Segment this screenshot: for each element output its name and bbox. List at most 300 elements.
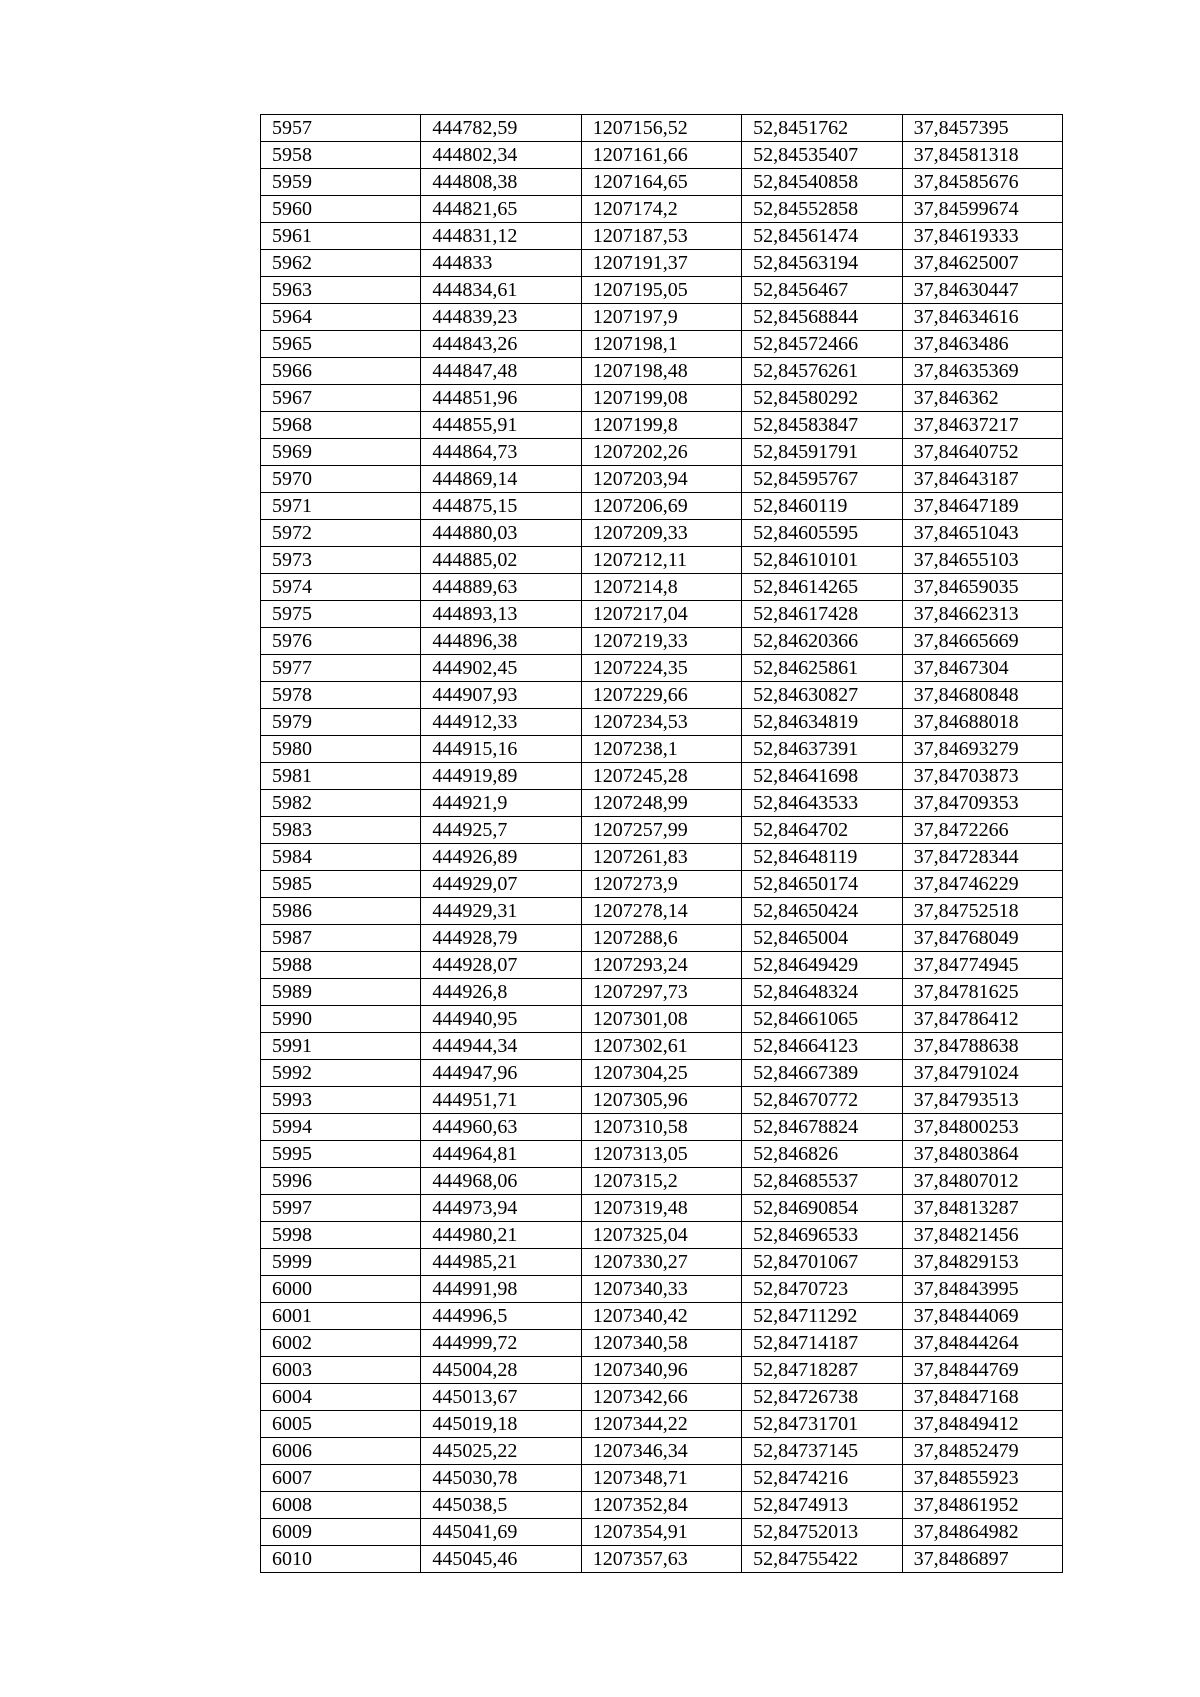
x-coordinate-cell: 444951,71 bbox=[421, 1087, 581, 1114]
point-number-cell: 5971 bbox=[261, 493, 421, 520]
x-coordinate-cell: 444964,81 bbox=[421, 1141, 581, 1168]
latitude-cell: 52,84540858 bbox=[742, 169, 902, 196]
x-coordinate-cell: 444802,34 bbox=[421, 142, 581, 169]
table-row bbox=[261, 1141, 1063, 1168]
latitude-cell: 52,84678824 bbox=[742, 1114, 902, 1141]
y-coordinate-cell: 1207199,8 bbox=[581, 412, 741, 439]
x-coordinate-cell: 444880,03 bbox=[421, 520, 581, 547]
longitude-cell: 37,84635369 bbox=[902, 358, 1062, 385]
x-coordinate-cell: 444855,91 bbox=[421, 412, 581, 439]
latitude-cell: 52,84591791 bbox=[742, 439, 902, 466]
y-coordinate-cell: 1207212,11 bbox=[581, 547, 741, 574]
longitude-cell: 37,84843995 bbox=[902, 1276, 1062, 1303]
latitude-cell: 52,8474913 bbox=[742, 1492, 902, 1519]
longitude-cell: 37,84651043 bbox=[902, 520, 1062, 547]
x-coordinate-cell: 444921,9 bbox=[421, 790, 581, 817]
y-coordinate-cell: 1207315,2 bbox=[581, 1168, 741, 1195]
point-number-cell: 5998 bbox=[261, 1222, 421, 1249]
x-coordinate-cell: 444896,38 bbox=[421, 628, 581, 655]
latitude-cell: 52,84610101 bbox=[742, 547, 902, 574]
y-coordinate-cell: 1207224,35 bbox=[581, 655, 741, 682]
latitude-cell: 52,84667389 bbox=[742, 1060, 902, 1087]
table-row bbox=[261, 1114, 1063, 1141]
longitude-cell: 37,84693279 bbox=[902, 736, 1062, 763]
y-coordinate-cell: 1207352,84 bbox=[581, 1492, 741, 1519]
latitude-cell: 52,84625861 bbox=[742, 655, 902, 682]
point-number-cell: 5965 bbox=[261, 331, 421, 358]
table-row bbox=[261, 1303, 1063, 1330]
x-coordinate-cell: 444912,33 bbox=[421, 709, 581, 736]
latitude-cell: 52,84650424 bbox=[742, 898, 902, 925]
longitude-cell: 37,84752518 bbox=[902, 898, 1062, 925]
point-number-cell: 5980 bbox=[261, 736, 421, 763]
table-row bbox=[261, 871, 1063, 898]
longitude-cell: 37,84807012 bbox=[902, 1168, 1062, 1195]
point-number-cell: 5999 bbox=[261, 1249, 421, 1276]
table-row bbox=[261, 115, 1063, 142]
latitude-cell: 52,84617428 bbox=[742, 601, 902, 628]
longitude-cell: 37,8472266 bbox=[902, 817, 1062, 844]
x-coordinate-cell: 444875,15 bbox=[421, 493, 581, 520]
y-coordinate-cell: 1207340,58 bbox=[581, 1330, 741, 1357]
point-number-cell: 5958 bbox=[261, 142, 421, 169]
y-coordinate-cell: 1207304,25 bbox=[581, 1060, 741, 1087]
longitude-cell: 37,84709353 bbox=[902, 790, 1062, 817]
table-row bbox=[261, 547, 1063, 574]
point-number-cell: 5957 bbox=[261, 115, 421, 142]
y-coordinate-cell: 1207293,24 bbox=[581, 952, 741, 979]
point-number-cell: 5986 bbox=[261, 898, 421, 925]
longitude-cell: 37,84581318 bbox=[902, 142, 1062, 169]
y-coordinate-cell: 1207164,65 bbox=[581, 169, 741, 196]
table-row bbox=[261, 817, 1063, 844]
latitude-cell: 52,84650174 bbox=[742, 871, 902, 898]
latitude-cell: 52,84576261 bbox=[742, 358, 902, 385]
y-coordinate-cell: 1207261,83 bbox=[581, 844, 741, 871]
x-coordinate-cell: 444782,59 bbox=[421, 115, 581, 142]
point-number-cell: 5963 bbox=[261, 277, 421, 304]
y-coordinate-cell: 1207202,26 bbox=[581, 439, 741, 466]
table-row bbox=[261, 682, 1063, 709]
point-number-cell: 5967 bbox=[261, 385, 421, 412]
longitude-cell: 37,84655103 bbox=[902, 547, 1062, 574]
latitude-cell: 52,84648324 bbox=[742, 979, 902, 1006]
x-coordinate-cell: 444839,23 bbox=[421, 304, 581, 331]
table-row bbox=[261, 790, 1063, 817]
table-row bbox=[261, 1060, 1063, 1087]
x-coordinate-cell: 445030,78 bbox=[421, 1465, 581, 1492]
table-row bbox=[261, 223, 1063, 250]
x-coordinate-cell: 444940,95 bbox=[421, 1006, 581, 1033]
y-coordinate-cell: 1207348,71 bbox=[581, 1465, 741, 1492]
x-coordinate-cell: 444968,06 bbox=[421, 1168, 581, 1195]
latitude-cell: 52,84614265 bbox=[742, 574, 902, 601]
table-row bbox=[261, 1168, 1063, 1195]
longitude-cell: 37,84647189 bbox=[902, 493, 1062, 520]
x-coordinate-cell: 444973,94 bbox=[421, 1195, 581, 1222]
latitude-cell: 52,84568844 bbox=[742, 304, 902, 331]
x-coordinate-cell: 445019,18 bbox=[421, 1411, 581, 1438]
y-coordinate-cell: 1207219,33 bbox=[581, 628, 741, 655]
table-row bbox=[261, 466, 1063, 493]
y-coordinate-cell: 1207288,6 bbox=[581, 925, 741, 952]
table-row bbox=[261, 304, 1063, 331]
y-coordinate-cell: 1207229,66 bbox=[581, 682, 741, 709]
table-row bbox=[261, 1033, 1063, 1060]
y-coordinate-cell: 1207340,96 bbox=[581, 1357, 741, 1384]
table-row bbox=[261, 1492, 1063, 1519]
y-coordinate-cell: 1207203,94 bbox=[581, 466, 741, 493]
point-number-cell: 6010 bbox=[261, 1546, 421, 1573]
y-coordinate-cell: 1207174,2 bbox=[581, 196, 741, 223]
latitude-cell: 52,84755422 bbox=[742, 1546, 902, 1573]
table-row bbox=[261, 493, 1063, 520]
longitude-cell: 37,84643187 bbox=[902, 466, 1062, 493]
table-row bbox=[261, 925, 1063, 952]
x-coordinate-cell: 445045,46 bbox=[421, 1546, 581, 1573]
y-coordinate-cell: 1207187,53 bbox=[581, 223, 741, 250]
latitude-cell: 52,84583847 bbox=[742, 412, 902, 439]
x-coordinate-cell: 444926,8 bbox=[421, 979, 581, 1006]
table-row bbox=[261, 520, 1063, 547]
x-coordinate-cell: 445004,28 bbox=[421, 1357, 581, 1384]
point-number-cell: 5974 bbox=[261, 574, 421, 601]
longitude-cell: 37,84662313 bbox=[902, 601, 1062, 628]
table-row bbox=[261, 1330, 1063, 1357]
x-coordinate-cell: 444808,38 bbox=[421, 169, 581, 196]
point-number-cell: 5964 bbox=[261, 304, 421, 331]
longitude-cell: 37,84852479 bbox=[902, 1438, 1062, 1465]
latitude-cell: 52,84726738 bbox=[742, 1384, 902, 1411]
point-number-cell: 5987 bbox=[261, 925, 421, 952]
x-coordinate-cell: 444902,45 bbox=[421, 655, 581, 682]
point-number-cell: 5982 bbox=[261, 790, 421, 817]
point-number-cell: 5959 bbox=[261, 169, 421, 196]
y-coordinate-cell: 1207234,53 bbox=[581, 709, 741, 736]
x-coordinate-cell: 444929,31 bbox=[421, 898, 581, 925]
longitude-cell: 37,84844769 bbox=[902, 1357, 1062, 1384]
longitude-cell: 37,84637217 bbox=[902, 412, 1062, 439]
x-coordinate-cell: 444929,07 bbox=[421, 871, 581, 898]
longitude-cell: 37,84844069 bbox=[902, 1303, 1062, 1330]
table-row bbox=[261, 898, 1063, 925]
y-coordinate-cell: 1207198,48 bbox=[581, 358, 741, 385]
table-row bbox=[261, 1411, 1063, 1438]
x-coordinate-cell: 444821,65 bbox=[421, 196, 581, 223]
latitude-cell: 52,84685537 bbox=[742, 1168, 902, 1195]
x-coordinate-cell: 444944,34 bbox=[421, 1033, 581, 1060]
longitude-cell: 37,84774945 bbox=[902, 952, 1062, 979]
latitude-cell: 52,84535407 bbox=[742, 142, 902, 169]
y-coordinate-cell: 1207191,37 bbox=[581, 250, 741, 277]
table-row bbox=[261, 628, 1063, 655]
y-coordinate-cell: 1207301,08 bbox=[581, 1006, 741, 1033]
x-coordinate-cell: 444833 bbox=[421, 250, 581, 277]
longitude-cell: 37,84659035 bbox=[902, 574, 1062, 601]
y-coordinate-cell: 1207195,05 bbox=[581, 277, 741, 304]
latitude-cell: 52,84561474 bbox=[742, 223, 902, 250]
point-number-cell: 5977 bbox=[261, 655, 421, 682]
longitude-cell: 37,84864982 bbox=[902, 1519, 1062, 1546]
y-coordinate-cell: 1207161,66 bbox=[581, 142, 741, 169]
x-coordinate-cell: 444889,63 bbox=[421, 574, 581, 601]
longitude-cell: 37,84793513 bbox=[902, 1087, 1062, 1114]
x-coordinate-cell: 444869,14 bbox=[421, 466, 581, 493]
table-row bbox=[261, 331, 1063, 358]
latitude-cell: 52,8464702 bbox=[742, 817, 902, 844]
table-row bbox=[261, 763, 1063, 790]
x-coordinate-cell: 444851,96 bbox=[421, 385, 581, 412]
longitude-cell: 37,84625007 bbox=[902, 250, 1062, 277]
latitude-cell: 52,84661065 bbox=[742, 1006, 902, 1033]
latitude-cell: 52,84701067 bbox=[742, 1249, 902, 1276]
longitude-cell: 37,84746229 bbox=[902, 871, 1062, 898]
latitude-cell: 52,84630827 bbox=[742, 682, 902, 709]
point-number-cell: 6007 bbox=[261, 1465, 421, 1492]
table-row bbox=[261, 844, 1063, 871]
table-row bbox=[261, 250, 1063, 277]
y-coordinate-cell: 1207340,33 bbox=[581, 1276, 741, 1303]
latitude-cell: 52,84563194 bbox=[742, 250, 902, 277]
longitude-cell: 37,84829153 bbox=[902, 1249, 1062, 1276]
point-number-cell: 6002 bbox=[261, 1330, 421, 1357]
longitude-cell: 37,84788638 bbox=[902, 1033, 1062, 1060]
point-number-cell: 5988 bbox=[261, 952, 421, 979]
table-row bbox=[261, 979, 1063, 1006]
longitude-cell: 37,84855923 bbox=[902, 1465, 1062, 1492]
x-coordinate-cell: 444893,13 bbox=[421, 601, 581, 628]
point-number-cell: 6008 bbox=[261, 1492, 421, 1519]
point-number-cell: 6006 bbox=[261, 1438, 421, 1465]
latitude-cell: 52,84634819 bbox=[742, 709, 902, 736]
point-number-cell: 6000 bbox=[261, 1276, 421, 1303]
longitude-cell: 37,84813287 bbox=[902, 1195, 1062, 1222]
point-number-cell: 5995 bbox=[261, 1141, 421, 1168]
longitude-cell: 37,84634616 bbox=[902, 304, 1062, 331]
point-number-cell: 5975 bbox=[261, 601, 421, 628]
latitude-cell: 52,8474216 bbox=[742, 1465, 902, 1492]
latitude-cell: 52,8470723 bbox=[742, 1276, 902, 1303]
longitude-cell: 37,84665669 bbox=[902, 628, 1062, 655]
y-coordinate-cell: 1207344,22 bbox=[581, 1411, 741, 1438]
y-coordinate-cell: 1207310,58 bbox=[581, 1114, 741, 1141]
y-coordinate-cell: 1207305,96 bbox=[581, 1087, 741, 1114]
longitude-cell: 37,84585676 bbox=[902, 169, 1062, 196]
x-coordinate-cell: 444843,26 bbox=[421, 331, 581, 358]
point-number-cell: 6009 bbox=[261, 1519, 421, 1546]
point-number-cell: 5961 bbox=[261, 223, 421, 250]
y-coordinate-cell: 1207209,33 bbox=[581, 520, 741, 547]
latitude-cell: 52,84714187 bbox=[742, 1330, 902, 1357]
coordinates-table bbox=[260, 114, 1063, 1573]
point-number-cell: 5973 bbox=[261, 547, 421, 574]
table-row bbox=[261, 952, 1063, 979]
longitude-cell: 37,84688018 bbox=[902, 709, 1062, 736]
longitude-cell: 37,8486897 bbox=[902, 1546, 1062, 1573]
y-coordinate-cell: 1207238,1 bbox=[581, 736, 741, 763]
y-coordinate-cell: 1207245,28 bbox=[581, 763, 741, 790]
point-number-cell: 5969 bbox=[261, 439, 421, 466]
x-coordinate-cell: 444947,96 bbox=[421, 1060, 581, 1087]
point-number-cell: 5992 bbox=[261, 1060, 421, 1087]
y-coordinate-cell: 1207354,91 bbox=[581, 1519, 741, 1546]
point-number-cell: 6005 bbox=[261, 1411, 421, 1438]
y-coordinate-cell: 1207357,63 bbox=[581, 1546, 741, 1573]
y-coordinate-cell: 1207199,08 bbox=[581, 385, 741, 412]
y-coordinate-cell: 1207273,9 bbox=[581, 871, 741, 898]
latitude-cell: 52,84737145 bbox=[742, 1438, 902, 1465]
table-row bbox=[261, 1465, 1063, 1492]
y-coordinate-cell: 1207217,04 bbox=[581, 601, 741, 628]
table-row bbox=[261, 1357, 1063, 1384]
longitude-cell: 37,84847168 bbox=[902, 1384, 1062, 1411]
longitude-cell: 37,84599674 bbox=[902, 196, 1062, 223]
table-row bbox=[261, 1087, 1063, 1114]
y-coordinate-cell: 1207330,27 bbox=[581, 1249, 741, 1276]
table-row bbox=[261, 385, 1063, 412]
y-coordinate-cell: 1207325,04 bbox=[581, 1222, 741, 1249]
latitude-cell: 52,84696533 bbox=[742, 1222, 902, 1249]
table-row bbox=[261, 169, 1063, 196]
latitude-cell: 52,84648119 bbox=[742, 844, 902, 871]
latitude-cell: 52,84605595 bbox=[742, 520, 902, 547]
latitude-cell: 52,84690854 bbox=[742, 1195, 902, 1222]
x-coordinate-cell: 444919,89 bbox=[421, 763, 581, 790]
point-number-cell: 5970 bbox=[261, 466, 421, 493]
table-row bbox=[261, 601, 1063, 628]
latitude-cell: 52,8451762 bbox=[742, 115, 902, 142]
point-number-cell: 5991 bbox=[261, 1033, 421, 1060]
table-row bbox=[261, 1546, 1063, 1573]
latitude-cell: 52,84649429 bbox=[742, 952, 902, 979]
x-coordinate-cell: 445025,22 bbox=[421, 1438, 581, 1465]
table-row bbox=[261, 412, 1063, 439]
longitude-cell: 37,84791024 bbox=[902, 1060, 1062, 1087]
point-number-cell: 5981 bbox=[261, 763, 421, 790]
point-number-cell: 5993 bbox=[261, 1087, 421, 1114]
longitude-cell: 37,84768049 bbox=[902, 925, 1062, 952]
longitude-cell: 37,8463486 bbox=[902, 331, 1062, 358]
longitude-cell: 37,84680848 bbox=[902, 682, 1062, 709]
longitude-cell: 37,84821456 bbox=[902, 1222, 1062, 1249]
latitude-cell: 52,84637391 bbox=[742, 736, 902, 763]
x-coordinate-cell: 444980,21 bbox=[421, 1222, 581, 1249]
point-number-cell: 5966 bbox=[261, 358, 421, 385]
y-coordinate-cell: 1207257,99 bbox=[581, 817, 741, 844]
y-coordinate-cell: 1207302,61 bbox=[581, 1033, 741, 1060]
latitude-cell: 52,8460119 bbox=[742, 493, 902, 520]
y-coordinate-cell: 1207197,9 bbox=[581, 304, 741, 331]
y-coordinate-cell: 1207206,69 bbox=[581, 493, 741, 520]
point-number-cell: 5990 bbox=[261, 1006, 421, 1033]
point-number-cell: 5972 bbox=[261, 520, 421, 547]
longitude-cell: 37,84619333 bbox=[902, 223, 1062, 250]
y-coordinate-cell: 1207198,1 bbox=[581, 331, 741, 358]
x-coordinate-cell: 444985,21 bbox=[421, 1249, 581, 1276]
point-number-cell: 5983 bbox=[261, 817, 421, 844]
x-coordinate-cell: 444885,02 bbox=[421, 547, 581, 574]
x-coordinate-cell: 444999,72 bbox=[421, 1330, 581, 1357]
point-number-cell: 6001 bbox=[261, 1303, 421, 1330]
x-coordinate-cell: 444991,98 bbox=[421, 1276, 581, 1303]
x-coordinate-cell: 445038,5 bbox=[421, 1492, 581, 1519]
table-row bbox=[261, 1195, 1063, 1222]
longitude-cell: 37,84849412 bbox=[902, 1411, 1062, 1438]
longitude-cell: 37,84640752 bbox=[902, 439, 1062, 466]
x-coordinate-cell: 444925,7 bbox=[421, 817, 581, 844]
y-coordinate-cell: 1207313,05 bbox=[581, 1141, 741, 1168]
table-row bbox=[261, 277, 1063, 304]
x-coordinate-cell: 444847,48 bbox=[421, 358, 581, 385]
latitude-cell: 52,84664123 bbox=[742, 1033, 902, 1060]
y-coordinate-cell: 1207278,14 bbox=[581, 898, 741, 925]
coordinates-table-body bbox=[261, 115, 1063, 1573]
table-row bbox=[261, 1222, 1063, 1249]
x-coordinate-cell: 445013,67 bbox=[421, 1384, 581, 1411]
table-row bbox=[261, 1384, 1063, 1411]
longitude-cell: 37,8457395 bbox=[902, 115, 1062, 142]
point-number-cell: 5960 bbox=[261, 196, 421, 223]
table-row bbox=[261, 1519, 1063, 1546]
table-row bbox=[261, 1249, 1063, 1276]
point-number-cell: 5989 bbox=[261, 979, 421, 1006]
longitude-cell: 37,84728344 bbox=[902, 844, 1062, 871]
y-coordinate-cell: 1207297,73 bbox=[581, 979, 741, 1006]
table-row bbox=[261, 574, 1063, 601]
y-coordinate-cell: 1207156,52 bbox=[581, 115, 741, 142]
x-coordinate-cell: 444907,93 bbox=[421, 682, 581, 709]
x-coordinate-cell: 444831,12 bbox=[421, 223, 581, 250]
table-row bbox=[261, 358, 1063, 385]
x-coordinate-cell: 444834,61 bbox=[421, 277, 581, 304]
point-number-cell: 5978 bbox=[261, 682, 421, 709]
point-number-cell: 5985 bbox=[261, 871, 421, 898]
latitude-cell: 52,84670772 bbox=[742, 1087, 902, 1114]
table-row bbox=[261, 1006, 1063, 1033]
latitude-cell: 52,84643533 bbox=[742, 790, 902, 817]
table-row bbox=[261, 709, 1063, 736]
longitude-cell: 37,84861952 bbox=[902, 1492, 1062, 1519]
x-coordinate-cell: 444926,89 bbox=[421, 844, 581, 871]
point-number-cell: 5962 bbox=[261, 250, 421, 277]
point-number-cell: 5976 bbox=[261, 628, 421, 655]
y-coordinate-cell: 1207346,34 bbox=[581, 1438, 741, 1465]
x-coordinate-cell: 444996,5 bbox=[421, 1303, 581, 1330]
longitude-cell: 37,84803864 bbox=[902, 1141, 1062, 1168]
table-row bbox=[261, 142, 1063, 169]
longitude-cell: 37,84800253 bbox=[902, 1114, 1062, 1141]
latitude-cell: 52,84552858 bbox=[742, 196, 902, 223]
latitude-cell: 52,84620366 bbox=[742, 628, 902, 655]
table-row bbox=[261, 655, 1063, 682]
latitude-cell: 52,846826 bbox=[742, 1141, 902, 1168]
latitude-cell: 52,84641698 bbox=[742, 763, 902, 790]
latitude-cell: 52,84580292 bbox=[742, 385, 902, 412]
y-coordinate-cell: 1207214,8 bbox=[581, 574, 741, 601]
latitude-cell: 52,84752013 bbox=[742, 1519, 902, 1546]
latitude-cell: 52,84572466 bbox=[742, 331, 902, 358]
latitude-cell: 52,84711292 bbox=[742, 1303, 902, 1330]
x-coordinate-cell: 444928,07 bbox=[421, 952, 581, 979]
longitude-cell: 37,84630447 bbox=[902, 277, 1062, 304]
longitude-cell: 37,84781625 bbox=[902, 979, 1062, 1006]
point-number-cell: 6004 bbox=[261, 1384, 421, 1411]
x-coordinate-cell: 444928,79 bbox=[421, 925, 581, 952]
latitude-cell: 52,8456467 bbox=[742, 277, 902, 304]
x-coordinate-cell: 444864,73 bbox=[421, 439, 581, 466]
point-number-cell: 5984 bbox=[261, 844, 421, 871]
longitude-cell: 37,846362 bbox=[902, 385, 1062, 412]
